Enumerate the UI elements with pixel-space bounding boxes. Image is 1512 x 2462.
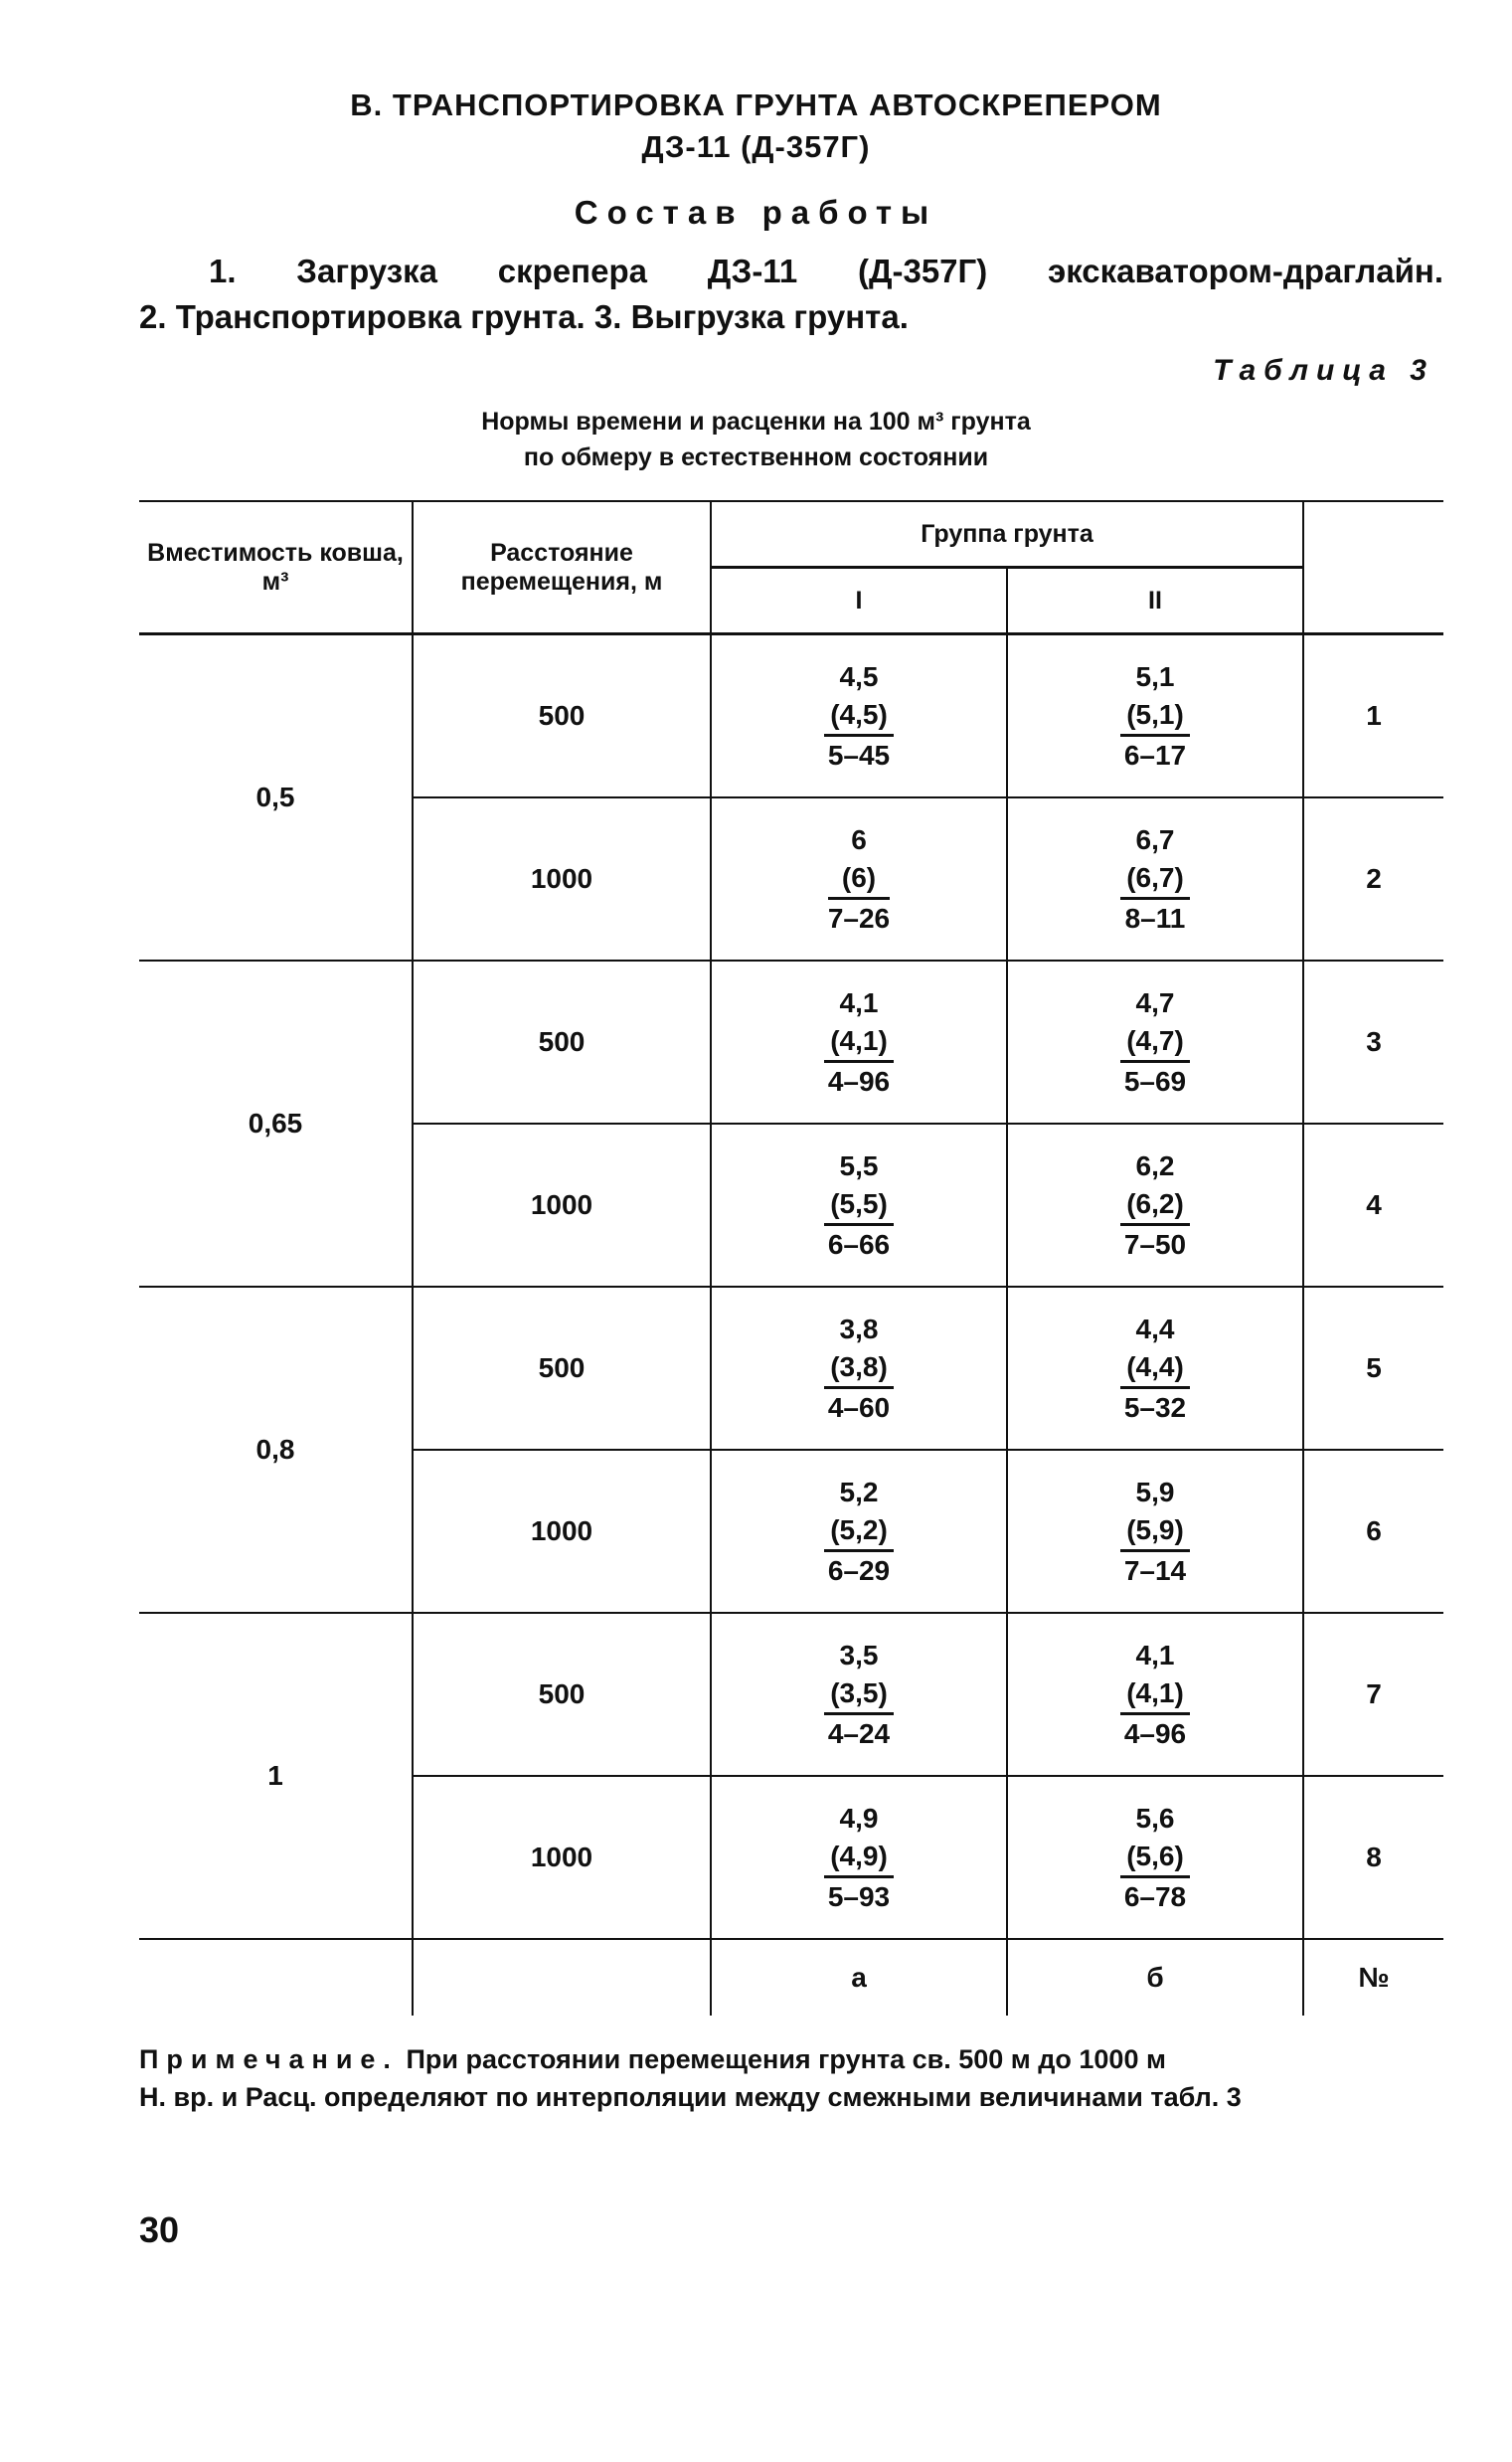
rate-value: 7–14 xyxy=(1123,1554,1187,1586)
row-number-cell: 3 xyxy=(1303,961,1443,1124)
rate-value: 7–50 xyxy=(1123,1228,1187,1260)
distance-cell: 1000 xyxy=(413,1124,711,1287)
table-label: Таблица 3 xyxy=(1213,354,1434,387)
row-number-cell: 6 xyxy=(1303,1450,1443,1613)
table-row xyxy=(139,961,1443,1124)
rate-value: 5–69 xyxy=(1123,1065,1187,1097)
table-caption-line2: по обмеру в естественном состоянии xyxy=(523,443,989,471)
norm-value: 3,8 xyxy=(839,1313,879,1344)
note-text: При расстоянии перемещения грунта св. 500 м до 1000 м xyxy=(406,2044,1166,2074)
note-line1 xyxy=(139,2044,1443,2075)
header-group-2: II xyxy=(1007,568,1303,634)
group-2-cell xyxy=(1007,961,1303,1124)
norm-value: 5,9 xyxy=(1135,1476,1175,1507)
rate-value: 5–32 xyxy=(1123,1391,1187,1423)
rate-value: 6–29 xyxy=(827,1554,891,1586)
norms-table xyxy=(139,500,1443,2016)
norm-value: 4,4 xyxy=(1135,1313,1175,1344)
row-number-cell: 8 xyxy=(1303,1776,1443,1939)
group-2-cell xyxy=(1007,634,1303,798)
rate-value: 8–11 xyxy=(1124,902,1186,934)
footer-col-b: б xyxy=(1007,1939,1303,2016)
rate-value: 5–45 xyxy=(827,739,891,771)
rate-value: 6–78 xyxy=(1123,1880,1187,1912)
row-number-cell: 1 xyxy=(1303,634,1443,798)
row-number-cell: 2 xyxy=(1303,797,1443,961)
norm-paren-value: (4,1) xyxy=(824,1022,894,1063)
distance-cell: 500 xyxy=(413,634,711,798)
rate-value: 4–24 xyxy=(827,1717,891,1749)
footer-blank-cell xyxy=(139,1939,413,2016)
distance-cell: 1000 xyxy=(413,1450,711,1613)
footer-col-a: а xyxy=(711,1939,1007,2016)
norm-value: 4,1 xyxy=(1135,1639,1175,1671)
norm-paren-value: (3,5) xyxy=(824,1674,894,1715)
row-number-cell: 4 xyxy=(1303,1124,1443,1287)
header-group-1: I xyxy=(711,568,1007,634)
group-2-cell xyxy=(1007,1450,1303,1613)
capacity-cell: 0,65 xyxy=(139,961,413,1287)
work-step-line2: 2. Транспортировка грунта. 3. Выгрузка грунта. xyxy=(139,298,909,335)
group-1-cell xyxy=(711,1450,1007,1613)
header-soil-group: Группа грунта xyxy=(711,501,1303,568)
rate-value: 6–66 xyxy=(827,1228,891,1260)
norm-value: 4,9 xyxy=(839,1802,879,1834)
group-1-cell xyxy=(711,634,1007,798)
rate-value: 5–93 xyxy=(827,1880,891,1912)
norm-paren-value: (5,6) xyxy=(1120,1838,1190,1878)
norm-paren-value: (5,2) xyxy=(824,1511,894,1552)
norm-paren-value: (4,7) xyxy=(1120,1022,1190,1063)
norm-paren-value: (6) xyxy=(828,859,890,900)
group-2-cell xyxy=(1007,1776,1303,1939)
norm-paren-value: (5,5) xyxy=(824,1185,894,1226)
header-capacity: Вместимость ковша, м³ xyxy=(139,501,413,634)
distance-cell: 500 xyxy=(413,961,711,1124)
rate-value: 7–26 xyxy=(827,902,891,934)
rate-value: 6–17 xyxy=(1123,739,1187,771)
norm-paren-value: (6,2) xyxy=(1120,1185,1190,1226)
table-row xyxy=(139,1613,1443,1776)
group-1-cell xyxy=(711,1776,1007,1939)
row-number-cell: 5 xyxy=(1303,1287,1443,1450)
page-number: 30 xyxy=(139,2209,180,2250)
group-1-cell xyxy=(711,961,1007,1124)
norm-value: 6,7 xyxy=(1135,823,1175,855)
row-number-cell: 7 xyxy=(1303,1613,1443,1776)
group-2-cell xyxy=(1007,797,1303,961)
norm-value: 5,1 xyxy=(1135,660,1175,692)
table-footer-row xyxy=(139,1939,1443,2016)
norm-paren-value: (6,7) xyxy=(1120,859,1190,900)
group-2-cell xyxy=(1007,1613,1303,1776)
norm-value: 5,5 xyxy=(839,1149,879,1181)
group-1-cell xyxy=(711,1124,1007,1287)
rate-value: 4–96 xyxy=(1123,1717,1187,1749)
section-title-line2: ДЗ-11 (Д-357Г) xyxy=(641,129,871,164)
capacity-cell: 1 xyxy=(139,1613,413,1939)
footer-blank-cell xyxy=(413,1939,711,2016)
norm-paren-value: (4,1) xyxy=(1120,1674,1190,1715)
distance-cell: 500 xyxy=(413,1287,711,1450)
rate-value: 4–96 xyxy=(827,1065,891,1097)
note-line2: Н. вр. и Расц. определяют по интерполяции между смежными величинами табл. 3 xyxy=(139,2082,1242,2112)
norm-value: 5,6 xyxy=(1135,1802,1175,1834)
distance-cell: 1000 xyxy=(413,1776,711,1939)
norm-value: 4,7 xyxy=(1135,986,1175,1018)
norm-value: 3,5 xyxy=(839,1639,879,1671)
distance-cell: 500 xyxy=(413,1613,711,1776)
norm-value: 5,2 xyxy=(839,1476,879,1507)
capacity-cell: 0,5 xyxy=(139,634,413,962)
header-distance: Расстояние перемещения, м xyxy=(413,501,711,634)
norm-value: 6,2 xyxy=(1135,1149,1175,1181)
table-row xyxy=(139,634,1443,798)
rate-value: 4–60 xyxy=(827,1391,891,1423)
norm-value: 4,5 xyxy=(839,660,879,692)
norm-paren-value: (5,1) xyxy=(1120,696,1190,737)
norm-paren-value: (4,5) xyxy=(824,696,894,737)
note-label: Примечание. xyxy=(139,2044,399,2074)
header-row-number xyxy=(1303,501,1443,634)
work-composition-heading: Состав работы xyxy=(574,194,938,231)
group-2-cell xyxy=(1007,1124,1303,1287)
group-2-cell xyxy=(1007,1287,1303,1450)
section-title-line1: В. ТРАНСПОРТИРОВКА ГРУНТА АВТОСКРЕПЕРОМ xyxy=(350,88,1162,122)
group-1-cell xyxy=(711,797,1007,961)
norm-paren-value: (5,9) xyxy=(1120,1511,1190,1552)
footer-col-number: № xyxy=(1303,1939,1443,2016)
group-1-cell xyxy=(711,1287,1007,1450)
table-row xyxy=(139,1287,1443,1450)
table-caption-line1: Нормы времени и расценки на 100 м³ грунта xyxy=(481,408,1031,436)
group-1-cell xyxy=(711,1613,1007,1776)
capacity-cell: 0,8 xyxy=(139,1287,413,1613)
norm-paren-value: (3,8) xyxy=(824,1348,894,1389)
norm-paren-value: (4,4) xyxy=(1120,1348,1190,1389)
norm-value: 4,1 xyxy=(839,986,879,1018)
work-step-line1: 1. Загрузка скрепера ДЗ-11 (Д-357Г) экскаватором-драглайн. xyxy=(209,253,1443,289)
distance-cell: 1000 xyxy=(413,797,711,961)
norm-value: 6 xyxy=(851,823,867,855)
norm-paren-value: (4,9) xyxy=(824,1838,894,1878)
